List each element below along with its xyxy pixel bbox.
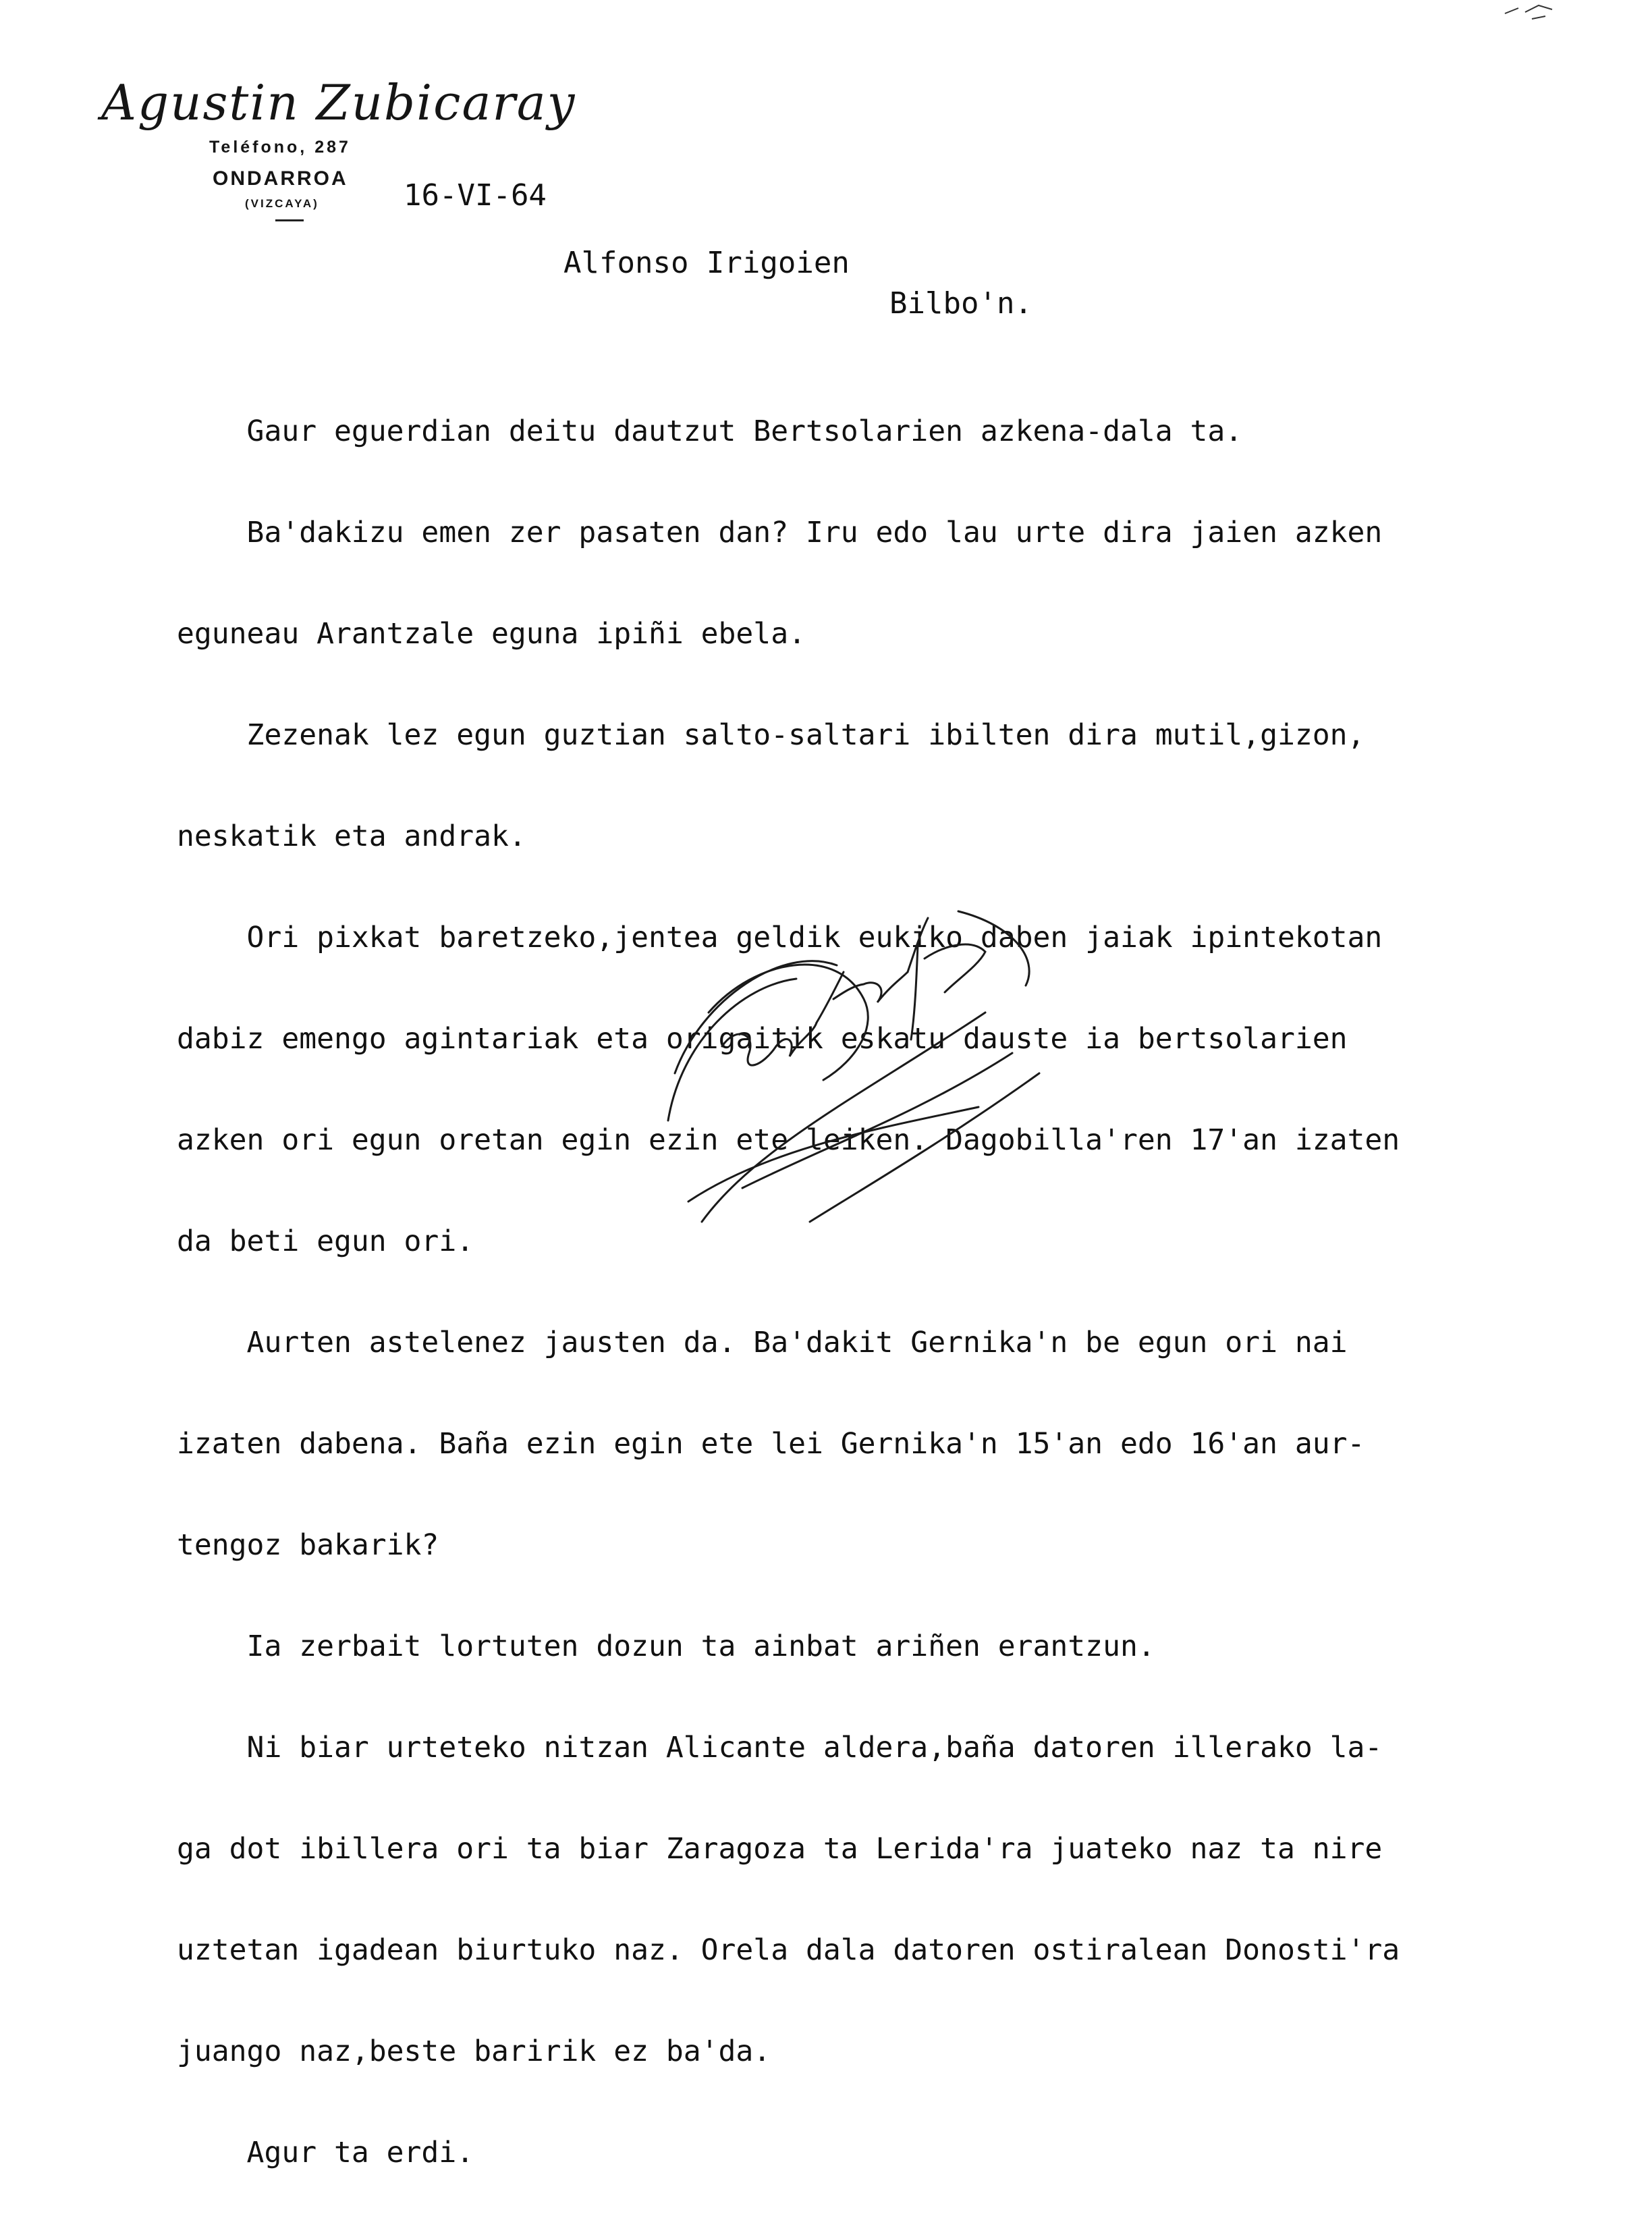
body-line: dabiz emengo agintariak eta origaitik eskatu dauste ia bertsolarien	[177, 1022, 1348, 1056]
body-line: tengoz bakarik?	[177, 1528, 439, 1562]
body-line: Ni biar urteteko nitzan Alicante aldera,baña datoren illerako la-	[177, 1731, 1383, 1764]
corner-stamp-mark	[1491, 0, 1572, 27]
recipient-city: Bilbo'n.	[889, 286, 1032, 321]
letterhead-province: (VIZCAYA)	[245, 197, 319, 210]
body-line: Ba'dakizu emen zer pasaten dan? Iru edo lau urte dira jaien azken	[177, 516, 1383, 549]
letterhead-town: ONDARROA	[213, 167, 348, 190]
body-line: Ori pixkat baretzeko,jentea geldik eukiko daben jaiak ipintekotan	[177, 921, 1383, 954]
body-line: juango naz,beste baririk ez ba'da.	[177, 2034, 771, 2068]
recipient-name: Alfonso Irigoien	[563, 246, 850, 280]
handwritten-signature	[661, 905, 1080, 1242]
body-line: azken ori egun oretan egin ezin ete leiken. Dagobilla'ren 17'an izaten	[177, 1123, 1400, 1157]
body-line: Agur ta erdi.	[177, 2136, 474, 2169]
letterhead-phone: Teléfono, 287	[209, 138, 351, 157]
body-line: Gaur eguerdian deitu dautzut Bertsolarien azkena-dala ta.	[177, 414, 1243, 448]
body-line: Ia zerbait lortuten dozun ta ainbat ariñen erantzun.	[177, 1629, 1155, 1663]
letterhead-name: Agustin Zubicaray	[101, 74, 576, 131]
body-line: Aurten astelenez jausten da. Ba'dakit Gernika'n be egun ori nai	[177, 1326, 1348, 1359]
body-line: neskatik eta andrak.	[177, 819, 526, 853]
body-line: eguneau Arantzale eguna ipiñi ebela.	[177, 617, 806, 651]
letter-date: 16-VI-64	[404, 178, 547, 213]
body-line: Zezenak lez egun guztian salto-saltari ibilten dira mutil,gizon,	[177, 718, 1365, 752]
letter-body	[177, 347, 1621, 2237]
body-line: da beti egun ori.	[177, 1224, 474, 1258]
body-line: uztetan igadean biurtuko naz. Orela dala datoren ostiralean Donosti'ra	[177, 1933, 1400, 1967]
body-line: izaten dabena. Baña ezin egin ete lei Gernika'n 15'an edo 16'an aur-	[177, 1427, 1365, 1461]
letterhead-divider	[275, 219, 304, 221]
body-line: ga dot ibillera ori ta biar Zaragoza ta Lerida'ra juateko naz ta nire	[177, 1832, 1383, 1866]
